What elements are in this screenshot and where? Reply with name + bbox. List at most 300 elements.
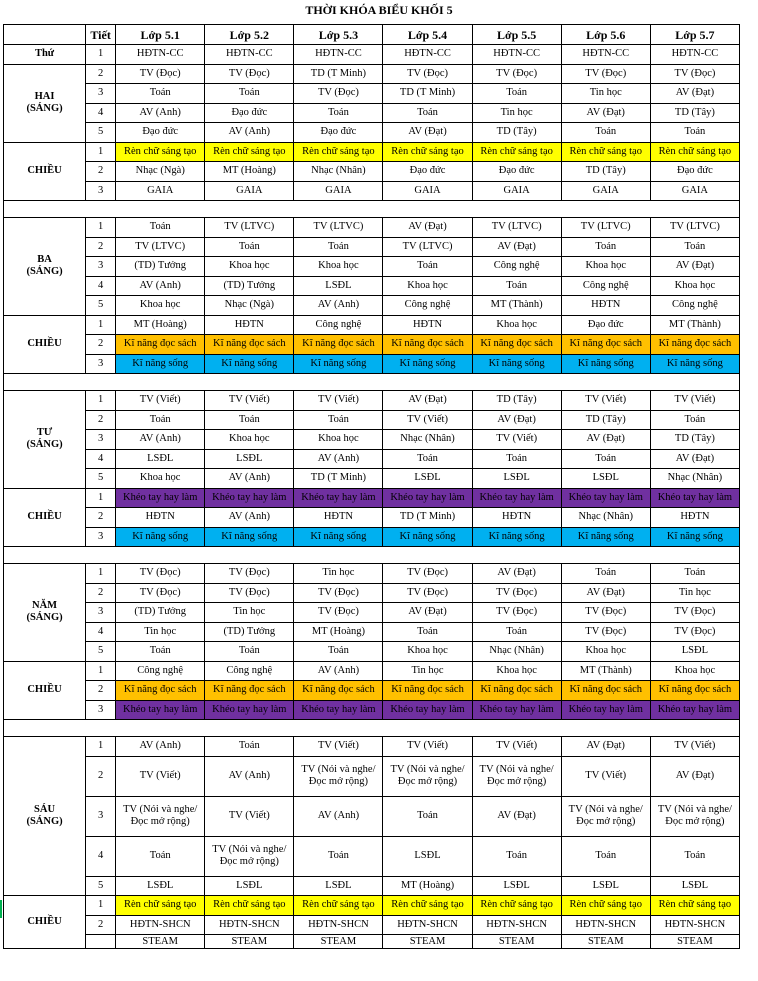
lesson-cell: HĐTN-SHCN (383, 915, 472, 935)
lesson-cell: Rèn chữ sáng tạo (205, 142, 294, 162)
lesson-cell: AV (Đạt) (561, 583, 650, 603)
lesson-cell: Kĩ năng sống (383, 354, 472, 374)
lesson-cell: Rèn chữ sáng tạo (294, 142, 383, 162)
lesson-cell: HĐTN (294, 508, 383, 528)
lesson-cell: Kĩ năng sống (116, 354, 205, 374)
lesson-cell: (TD) Tưởng (116, 603, 205, 623)
lesson-cell: LSĐL (561, 469, 650, 489)
table-row (4, 84, 740, 104)
period-number: 4 (86, 103, 116, 123)
separator-cell (4, 374, 740, 391)
lesson-cell: TV (Đọc) (116, 583, 205, 603)
lesson-cell: Toán (205, 642, 294, 662)
period-number: 1 (86, 488, 116, 508)
lesson-cell: (TD) Tưởng (205, 276, 294, 296)
lesson-cell: Nhạc (Nhân) (383, 430, 472, 450)
lesson-cell: Nhạc (Nhân) (561, 508, 650, 528)
table-row (4, 700, 740, 720)
lesson-cell: GAIA (383, 181, 472, 201)
table-row (4, 681, 740, 701)
lesson-cell: Khoa học (294, 257, 383, 277)
lesson-cell: Toán (472, 449, 561, 469)
lesson-cell: TV (Đọc) (205, 564, 294, 584)
lesson-cell: Khéo tay hay làm (650, 488, 739, 508)
lesson-cell: TV (LTVC) (116, 237, 205, 257)
lesson-cell: Khoa học (116, 469, 205, 489)
table-row (4, 257, 740, 277)
lesson-cell: Toán (383, 622, 472, 642)
lesson-cell: Rèn chữ sáng tạo (561, 896, 650, 916)
period-number: 2 (86, 410, 116, 430)
period-number: 5 (86, 123, 116, 143)
afternoon-label: CHIỀU (4, 896, 86, 949)
table-row (4, 218, 740, 238)
thu-label: Thứ (4, 45, 86, 65)
lesson-cell: HĐTN (116, 508, 205, 528)
period-number: 3 (86, 430, 116, 450)
afternoon-label: CHIỀU (4, 488, 86, 547)
table-row (4, 836, 740, 876)
lesson-cell: HĐTN (205, 315, 294, 335)
lesson-cell: LSĐL (650, 642, 739, 662)
lesson-cell: Kĩ năng đọc sách (561, 335, 650, 355)
lesson-cell: Rèn chữ sáng tạo (116, 896, 205, 916)
lesson-cell: TV (Đọc) (383, 64, 472, 84)
lesson-cell: Khoa học (472, 315, 561, 335)
lesson-cell: HĐTN-CC (561, 45, 650, 65)
lesson-cell: Kĩ năng đọc sách (561, 681, 650, 701)
lesson-cell: TV (Nói và nghe/Đọc mở rộng) (294, 756, 383, 796)
lesson-cell: STEAM (383, 935, 472, 949)
lesson-cell: TV (Đọc) (383, 583, 472, 603)
lesson-cell: Khéo tay hay làm (116, 700, 205, 720)
table-row (4, 335, 740, 355)
period-number: 1 (86, 142, 116, 162)
lesson-cell: HĐTN-SHCN (472, 915, 561, 935)
lesson-cell: Khéo tay hay làm (205, 700, 294, 720)
lesson-cell: TV (Viết) (383, 410, 472, 430)
lesson-cell: Kĩ năng sống (472, 354, 561, 374)
lesson-cell: Khoa học (205, 257, 294, 277)
lesson-cell: Công nghệ (650, 296, 739, 316)
lesson-cell: AV (Đạt) (383, 391, 472, 411)
lesson-cell: TV (Nói và nghe/Đọc mở rộng) (472, 756, 561, 796)
lesson-cell: GAIA (116, 181, 205, 201)
period-number: 1 (86, 896, 116, 916)
afternoon-label: CHIỀU (4, 142, 86, 201)
lesson-cell: AV (Đạt) (561, 430, 650, 450)
table-row (4, 488, 740, 508)
period-number: 2 (86, 237, 116, 257)
lesson-cell: TV (Nói và nghe/Đọc mở rộng) (383, 756, 472, 796)
lesson-cell: AV (Đạt) (472, 237, 561, 257)
timetable (3, 24, 740, 949)
lesson-cell: GAIA (294, 181, 383, 201)
lesson-cell: AV (Đạt) (650, 449, 739, 469)
day-label: HAI (SÁNG) (4, 64, 86, 142)
lesson-cell: MT (Thành) (472, 296, 561, 316)
lesson-cell: Khoa học (561, 257, 650, 277)
lesson-cell: Rèn chữ sáng tạo (561, 142, 650, 162)
lesson-cell: TV (Đọc) (472, 583, 561, 603)
lesson-cell: Kĩ năng đọc sách (650, 335, 739, 355)
lesson-cell: Kĩ năng đọc sách (116, 681, 205, 701)
lesson-cell: HĐTN (472, 508, 561, 528)
day-label: TƯ (SÁNG) (4, 391, 86, 489)
lesson-cell: Khoa học (650, 276, 739, 296)
lesson-cell: Toán (472, 836, 561, 876)
tiet-header: Tiết (86, 25, 116, 45)
lesson-cell: Toán (561, 449, 650, 469)
lesson-cell: HĐTN-CC (650, 45, 739, 65)
lesson-cell: Toán (383, 103, 472, 123)
table-row (4, 603, 740, 623)
period-number: 4 (86, 449, 116, 469)
lesson-cell: AV (Đạt) (650, 257, 739, 277)
lesson-cell: Toán (205, 410, 294, 430)
lesson-cell: LSĐL (205, 449, 294, 469)
period-number: 4 (86, 836, 116, 876)
table-row (4, 237, 740, 257)
lesson-cell: GAIA (205, 181, 294, 201)
period-number: 1 (86, 45, 116, 65)
lesson-cell: LSĐL (294, 276, 383, 296)
period-number: 2 (86, 508, 116, 528)
lesson-cell: Khéo tay hay làm (650, 700, 739, 720)
lesson-cell: Kĩ năng đọc sách (116, 335, 205, 355)
lesson-cell: Toán (205, 237, 294, 257)
lesson-cell: TV (Đọc) (472, 603, 561, 623)
lesson-cell: TD (Tây) (650, 430, 739, 450)
lesson-cell: TV (Viết) (472, 430, 561, 450)
lesson-cell: MT (Thành) (650, 315, 739, 335)
lesson-cell: TV (Đọc) (561, 603, 650, 623)
lesson-cell: TV (Đọc) (561, 64, 650, 84)
corner-cell (4, 25, 86, 45)
period-number: 5 (86, 642, 116, 662)
lesson-cell: Đạo đức (561, 315, 650, 335)
class-header: Lớp 5.6 (561, 25, 650, 45)
lesson-cell: AV (Đạt) (472, 564, 561, 584)
lesson-cell: LSĐL (472, 469, 561, 489)
lesson-cell: Toán (294, 410, 383, 430)
period-number: 2 (86, 335, 116, 355)
lesson-cell: Khoa học (383, 642, 472, 662)
lesson-cell: Công nghệ (116, 661, 205, 681)
lesson-cell: Kĩ năng sống (650, 354, 739, 374)
lesson-cell: Khéo tay hay làm (294, 488, 383, 508)
lesson-cell: TD (Tây) (561, 410, 650, 430)
table-row (4, 296, 740, 316)
lesson-cell: MT (Hoàng) (116, 315, 205, 335)
lesson-cell: Công nghệ (294, 315, 383, 335)
lesson-cell: Kĩ năng sống (205, 527, 294, 547)
lesson-cell: Khoa học (205, 430, 294, 450)
lesson-cell: Toán (650, 836, 739, 876)
lesson-cell: Rèn chữ sáng tạo (383, 142, 472, 162)
period-number: 3 (86, 796, 116, 836)
lesson-cell: AV (Đạt) (472, 410, 561, 430)
lesson-cell: Nhạc (Nhân) (472, 642, 561, 662)
lesson-cell: Toán (561, 237, 650, 257)
lesson-cell: Kĩ năng đọc sách (294, 681, 383, 701)
period-number (86, 935, 116, 949)
afternoon-label: CHIỀU (4, 661, 86, 720)
table-row (4, 661, 740, 681)
lesson-cell: LSĐL (116, 449, 205, 469)
table-row (4, 564, 740, 584)
period-number: 3 (86, 257, 116, 277)
lesson-cell: STEAM (205, 935, 294, 949)
lesson-cell: Toán (294, 836, 383, 876)
lesson-cell: Đạo đức (472, 162, 561, 182)
lesson-cell: Kĩ năng sống (205, 354, 294, 374)
table-row (4, 276, 740, 296)
table-row (4, 162, 740, 182)
lesson-cell: Rèn chữ sáng tạo (383, 896, 472, 916)
lesson-cell: AV (Anh) (205, 756, 294, 796)
lesson-cell: Kĩ năng sống (472, 527, 561, 547)
lesson-cell: TV (LTVC) (650, 218, 739, 238)
lesson-cell: AV (Anh) (205, 469, 294, 489)
day-separator (4, 720, 740, 737)
lesson-cell: Tin học (650, 583, 739, 603)
lesson-cell: TV (Nói và nghe/Đọc mở rộng) (650, 796, 739, 836)
lesson-cell: TV (Đọc) (650, 603, 739, 623)
lesson-cell: Khoa học (294, 430, 383, 450)
period-number: 3 (86, 84, 116, 104)
lesson-cell: Công nghệ (561, 276, 650, 296)
lesson-cell: STEAM (116, 935, 205, 949)
lesson-cell: AV (Anh) (294, 449, 383, 469)
sheet-edge-marker (0, 900, 2, 918)
table-row (4, 935, 740, 949)
lesson-cell: TV (Nói và nghe/Đọc mở rộng) (205, 836, 294, 876)
lesson-cell: TD (T Minh) (383, 84, 472, 104)
period-number: 4 (86, 276, 116, 296)
table-row (4, 642, 740, 662)
lesson-cell: Kĩ năng sống (561, 354, 650, 374)
lesson-cell: Toán (650, 123, 739, 143)
period-number: 2 (86, 64, 116, 84)
lesson-cell: TV (LTVC) (561, 218, 650, 238)
lesson-cell: Kĩ năng sống (294, 527, 383, 547)
table-row (4, 756, 740, 796)
table-row (4, 410, 740, 430)
lesson-cell: TD (T Minh) (294, 469, 383, 489)
period-number: 5 (86, 469, 116, 489)
lesson-cell: AV (Anh) (205, 123, 294, 143)
lesson-cell: HĐTN-SHCN (650, 915, 739, 935)
lesson-cell: TV (LTVC) (205, 218, 294, 238)
lesson-cell: TV (LTVC) (472, 218, 561, 238)
lesson-cell: Toán (472, 84, 561, 104)
table-row (4, 622, 740, 642)
lesson-cell: AV (Anh) (294, 796, 383, 836)
period-number: 4 (86, 622, 116, 642)
period-number: 5 (86, 876, 116, 896)
lesson-cell: TV (Đọc) (205, 64, 294, 84)
lesson-cell: Nhạc (Nhân) (294, 162, 383, 182)
lesson-cell: TV (Viết) (561, 391, 650, 411)
lesson-cell: Kĩ năng đọc sách (294, 335, 383, 355)
lesson-cell: TV (Viết) (294, 737, 383, 757)
period-number: 1 (86, 218, 116, 238)
lesson-cell: Toán (383, 257, 472, 277)
lesson-cell: HĐTN (561, 296, 650, 316)
lesson-cell: Khéo tay hay làm (116, 488, 205, 508)
lesson-cell: TV (Viết) (116, 391, 205, 411)
lesson-cell: Tin học (561, 84, 650, 104)
lesson-cell: TV (Viết) (650, 391, 739, 411)
lesson-cell: Toán (383, 449, 472, 469)
lesson-cell: Kĩ năng sống (650, 527, 739, 547)
lesson-cell: Khéo tay hay làm (383, 700, 472, 720)
lesson-cell: AV (Đạt) (383, 603, 472, 623)
lesson-cell: AV (Đạt) (561, 103, 650, 123)
lesson-cell: AV (Anh) (116, 103, 205, 123)
lesson-cell: AV (Anh) (294, 296, 383, 316)
lesson-cell: Rèn chữ sáng tạo (472, 142, 561, 162)
period-number: 1 (86, 661, 116, 681)
lesson-cell: TV (Đọc) (294, 603, 383, 623)
lesson-cell: Toán (116, 410, 205, 430)
lesson-cell: MT (Thành) (561, 661, 650, 681)
lesson-cell: AV (Anh) (205, 508, 294, 528)
table-row (4, 391, 740, 411)
period-number: 2 (86, 915, 116, 935)
lesson-cell: Rèn chữ sáng tạo (116, 142, 205, 162)
lesson-cell: GAIA (650, 181, 739, 201)
lesson-cell: HĐTN-CC (205, 45, 294, 65)
lesson-cell: Kĩ năng đọc sách (383, 681, 472, 701)
lesson-cell: TV (LTVC) (383, 237, 472, 257)
class-header: Lớp 5.4 (383, 25, 472, 45)
class-header: Lớp 5.1 (116, 25, 205, 45)
lesson-cell: LSĐL (383, 836, 472, 876)
lesson-cell: Toán (650, 410, 739, 430)
lesson-cell: Kĩ năng đọc sách (472, 681, 561, 701)
lesson-cell: Toán (472, 276, 561, 296)
lesson-cell: Toán (205, 84, 294, 104)
period-number: 1 (86, 315, 116, 335)
day-label: SÁU (SÁNG) (4, 737, 86, 896)
lesson-cell: Công nghệ (205, 661, 294, 681)
lesson-cell: Đạo đức (294, 123, 383, 143)
lesson-cell: Toán (205, 737, 294, 757)
lesson-cell: Tin học (294, 564, 383, 584)
lesson-cell: STEAM (650, 935, 739, 949)
table-row (4, 508, 740, 528)
lesson-cell: Khéo tay hay làm (561, 700, 650, 720)
lesson-cell: Kĩ năng sống (294, 354, 383, 374)
table-row (4, 915, 740, 935)
lesson-cell: TD (Tây) (472, 391, 561, 411)
lesson-cell: AV (Đạt) (472, 796, 561, 836)
lesson-cell: AV (Đạt) (383, 123, 472, 143)
lesson-cell: Khéo tay hay làm (561, 488, 650, 508)
lesson-cell: Kĩ năng đọc sách (472, 335, 561, 355)
lesson-cell: TD (Tây) (472, 123, 561, 143)
table-row (4, 430, 740, 450)
lesson-cell: Tin học (472, 103, 561, 123)
lesson-cell: AV (Anh) (116, 737, 205, 757)
lesson-cell: TV (Viết) (205, 796, 294, 836)
class-header: Lớp 5.5 (472, 25, 561, 45)
lesson-cell: TV (Đọc) (472, 64, 561, 84)
period-number: 2 (86, 756, 116, 796)
lesson-cell: Công nghệ (472, 257, 561, 277)
lesson-cell: (TD) Tưởng (205, 622, 294, 642)
lesson-cell: TV (LTVC) (294, 218, 383, 238)
lesson-cell: TV (Đọc) (116, 64, 205, 84)
lesson-cell: TV (Nói và nghe/Đọc mở rộng) (561, 796, 650, 836)
table-row (4, 354, 740, 374)
lesson-cell: Rèn chữ sáng tạo (650, 896, 739, 916)
period-number: 3 (86, 700, 116, 720)
lesson-cell: TV (Đọc) (650, 622, 739, 642)
table-row (4, 469, 740, 489)
lesson-cell: TD (Tây) (650, 103, 739, 123)
lesson-cell: AV (Đạt) (650, 756, 739, 796)
lesson-cell: (TD) Tưởng (116, 257, 205, 277)
lesson-cell: TD (T Minh) (383, 508, 472, 528)
lesson-cell: HĐTN-SHCN (205, 915, 294, 935)
period-number: 3 (86, 181, 116, 201)
lesson-cell: Nhạc (Ngà) (205, 296, 294, 316)
lesson-cell: TV (Đọc) (116, 564, 205, 584)
lesson-cell: MT (Hoàng) (294, 622, 383, 642)
lesson-cell: MT (Hoàng) (205, 162, 294, 182)
table-row (4, 896, 740, 916)
lesson-cell: TV (Viết) (383, 737, 472, 757)
period-number: 3 (86, 527, 116, 547)
lesson-cell: Toán (472, 622, 561, 642)
lesson-cell: TV (Đọc) (561, 622, 650, 642)
lesson-cell: Tin học (116, 622, 205, 642)
class-header: Lớp 5.3 (294, 25, 383, 45)
lesson-cell: AV (Anh) (294, 661, 383, 681)
lesson-cell: TV (Viết) (472, 737, 561, 757)
lesson-cell: TV (Đọc) (294, 583, 383, 603)
page-title: THỜI KHÓA BIỂU KHỐI 5 (305, 3, 453, 17)
lesson-cell: LSĐL (116, 876, 205, 896)
table-row (4, 737, 740, 757)
lesson-cell: LSĐL (383, 469, 472, 489)
lesson-cell: Toán (294, 237, 383, 257)
lesson-cell: LSĐL (472, 876, 561, 896)
day-separator (4, 201, 740, 218)
lesson-cell: Khéo tay hay làm (472, 700, 561, 720)
lesson-cell: STEAM (472, 935, 561, 949)
lesson-cell: Công nghệ (383, 296, 472, 316)
day-separator (4, 374, 740, 391)
lesson-cell: Khéo tay hay làm (472, 488, 561, 508)
lesson-cell: STEAM (294, 935, 383, 949)
separator-cell (4, 720, 740, 737)
period-number: 5 (86, 296, 116, 316)
lesson-cell: Rèn chữ sáng tạo (650, 142, 739, 162)
lesson-cell: Khoa học (472, 661, 561, 681)
table-row (4, 796, 740, 836)
lesson-cell: Toán (116, 836, 205, 876)
lesson-cell: Khéo tay hay làm (294, 700, 383, 720)
lesson-cell: Rèn chữ sáng tạo (294, 896, 383, 916)
period-number: 1 (86, 737, 116, 757)
lesson-cell: Kĩ năng đọc sách (383, 335, 472, 355)
lesson-cell: AV (Anh) (116, 276, 205, 296)
lesson-cell: GAIA (472, 181, 561, 201)
